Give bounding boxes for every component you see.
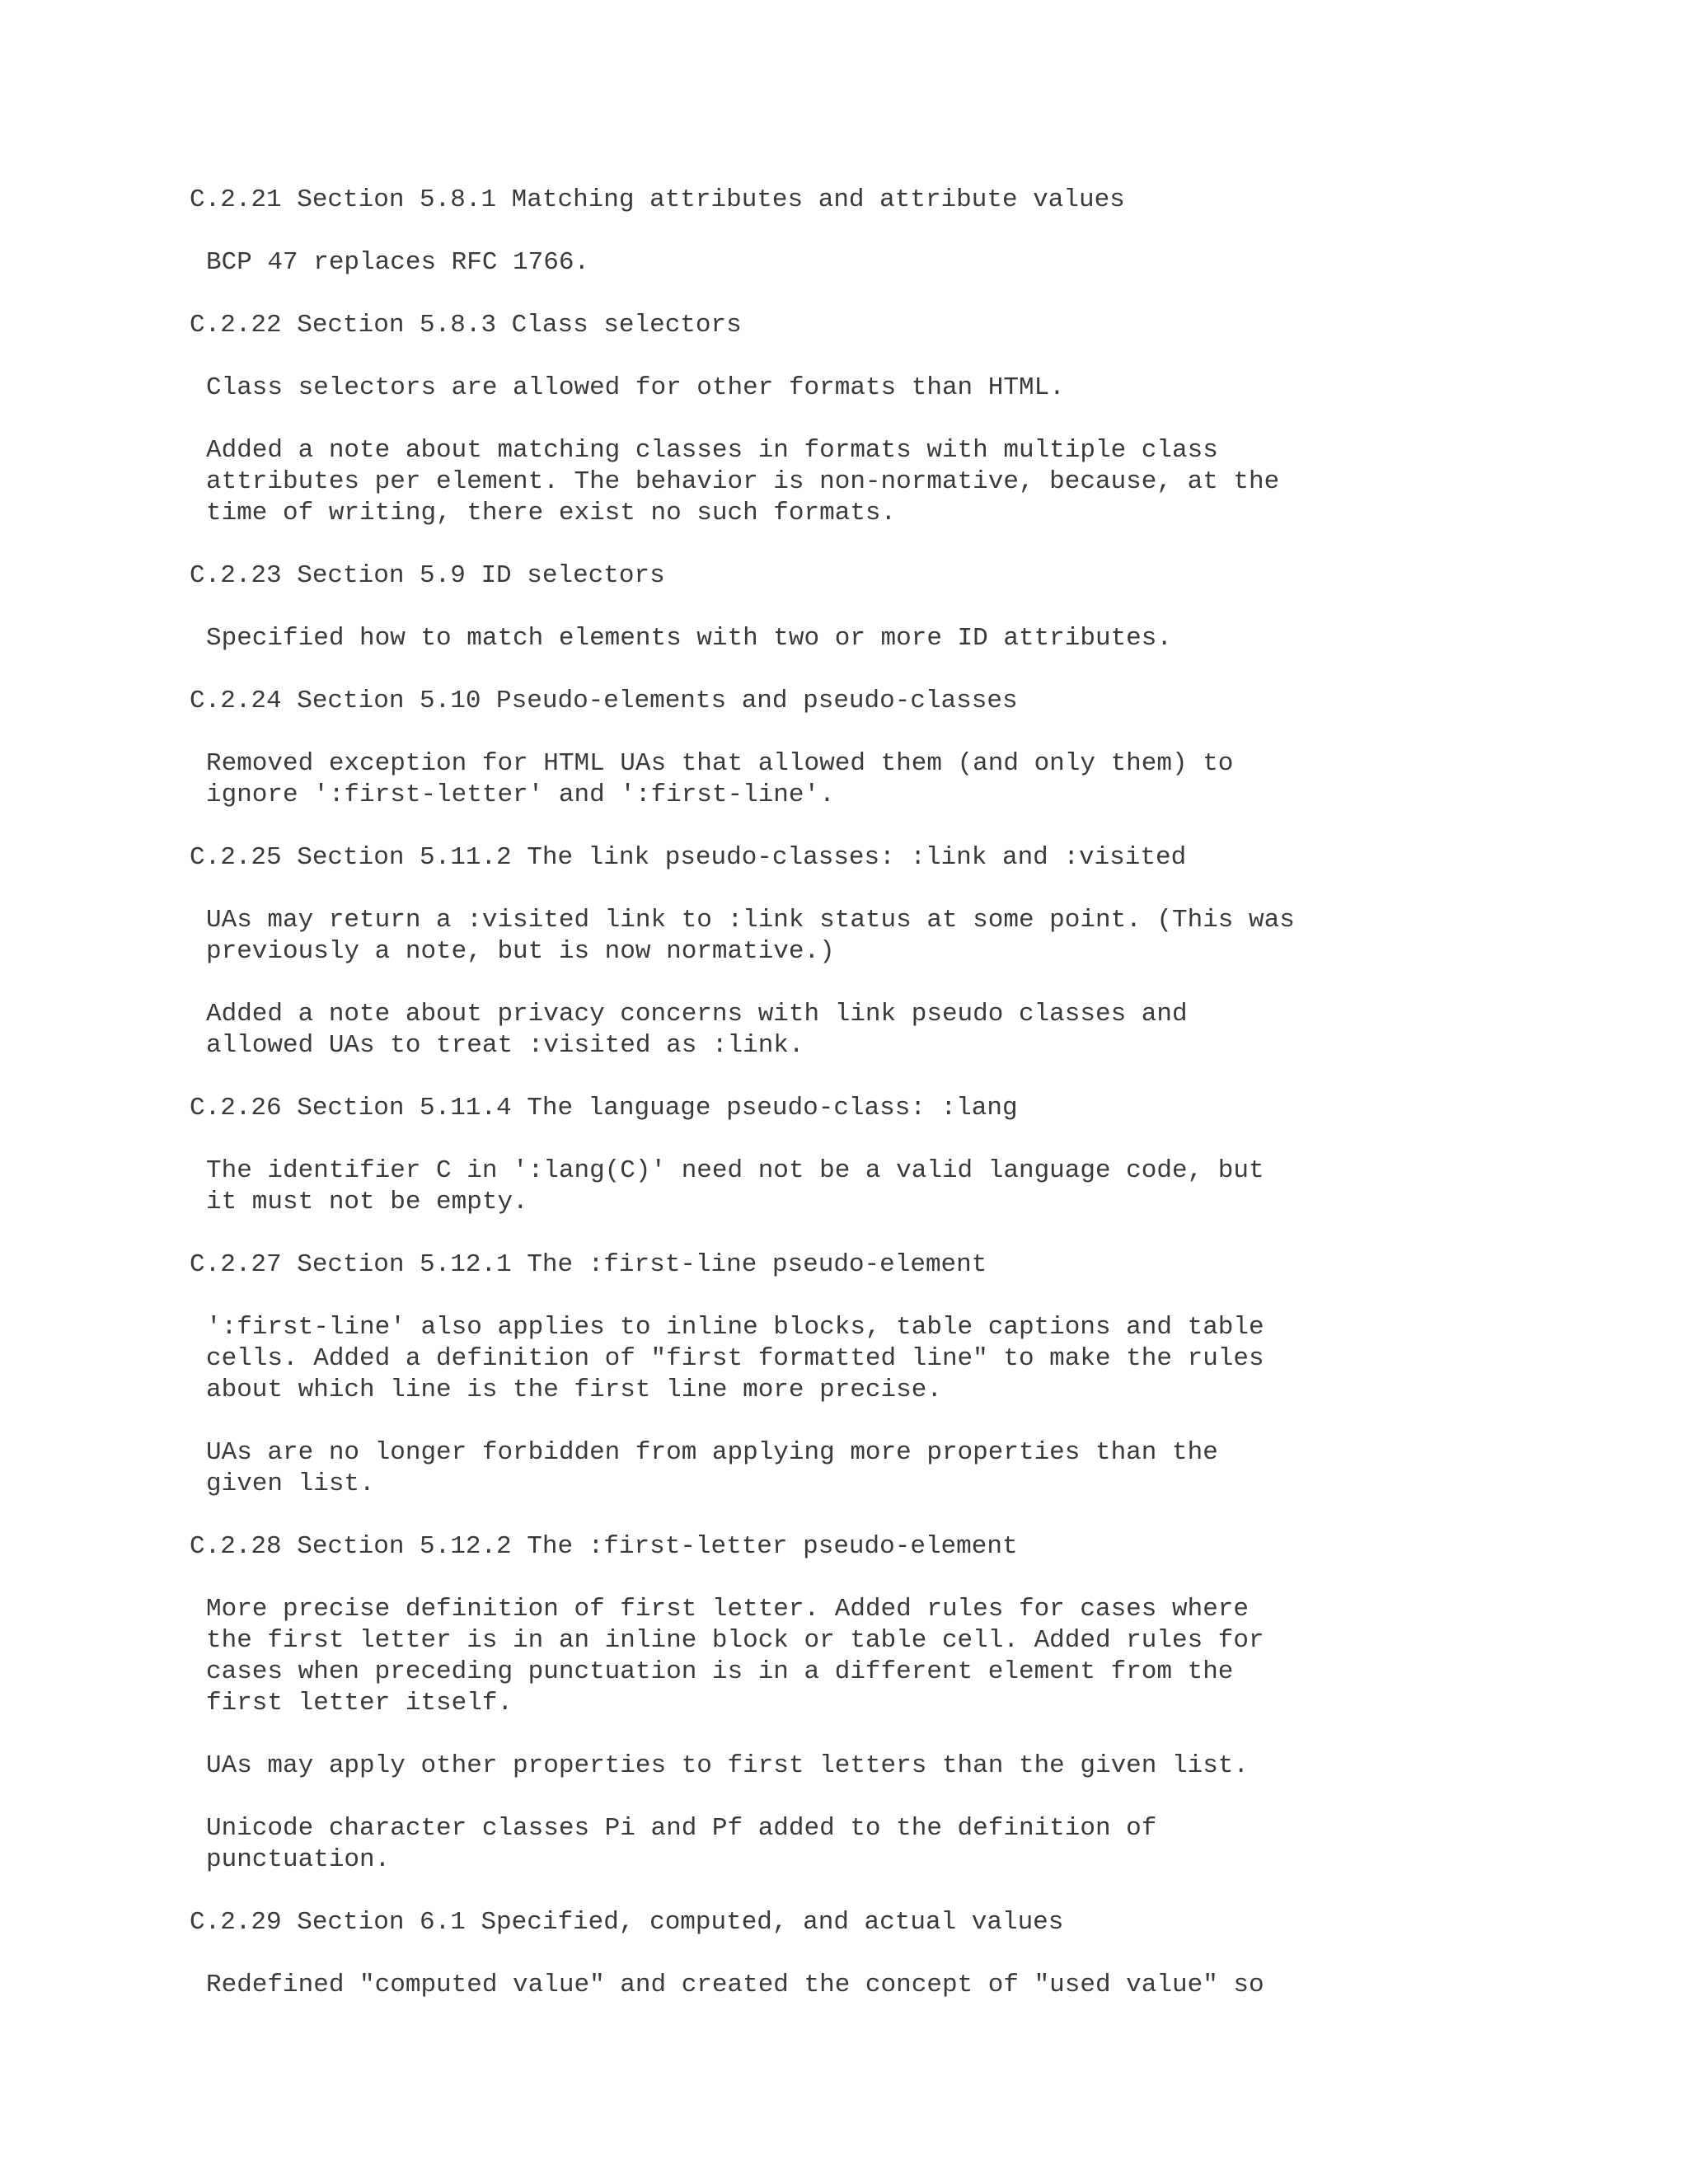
- section-paragraph: Redefined "computed value" and created the concept of "used value" so: [206, 1971, 1264, 1999]
- section-paragraph: Unicode character classes Pi and Pf added to the definition of punctuation.: [206, 1814, 1157, 1874]
- section-c-2-21: [190, 185, 1591, 279]
- section-paragraph: UAs may return a :visited link to :link status at some point. (This was previously a note, but is now normative.): [206, 906, 1295, 966]
- section-heading: C.2.22 Section 5.8.3 Class selectors: [190, 311, 742, 340]
- section-c-2-29: [190, 1907, 1591, 2001]
- section-heading: C.2.29 Section 6.1 Specified, computed, and actual values: [190, 1908, 1064, 1937]
- section-heading: C.2.27 Section 5.12.1 The :first-line pseudo-element: [190, 1250, 987, 1279]
- section-paragraph: ':first-line' also applies to inline blocks, table captions and table cells. Added a definition of "first formatted line" to make the rules about which line is the first line more precise.: [206, 1313, 1264, 1404]
- section-paragraph: Class selectors are allowed for other formats than HTML.: [206, 373, 1065, 402]
- section-c-2-25: [190, 842, 1591, 1062]
- section-c-2-26: [190, 1093, 1591, 1218]
- section-c-2-27: [190, 1249, 1591, 1500]
- section-heading: C.2.23 Section 5.9 ID selectors: [190, 561, 665, 590]
- section-heading: C.2.28 Section 5.12.2 The :first-letter pseudo-element: [190, 1532, 1018, 1561]
- section-paragraph: BCP 47 replaces RFC 1766.: [206, 248, 590, 277]
- section-paragraph: Added a note about matching classes in formats with multiple class attributes per element. The behavior is non-normative, because, at the time of writing, there exist no such formats.: [206, 436, 1280, 527]
- section-paragraph: Specified how to match elements with two or more ID attributes.: [206, 624, 1172, 653]
- section-paragraph: More precise definition of first letter. Added rules for cases where the first letter is in an inline block or table cell. Added rules for cases when preceding punctuation is in a different element from the first letter itself.: [206, 1595, 1264, 1718]
- section-heading: C.2.24 Section 5.10 Pseudo-elements and pseudo-classes: [190, 687, 1018, 715]
- section-c-2-22: [190, 310, 1591, 529]
- section-paragraph: The identifier C in ':lang(C)' need not be a valid language code, but it must not be empty.: [206, 1156, 1264, 1216]
- section-heading: C.2.21 Section 5.8.1 Matching attributes and attribute values: [190, 185, 1125, 214]
- section-paragraph: Added a note about privacy concerns with link pseudo classes and allowed UAs to treat :visited as :link.: [206, 1000, 1188, 1060]
- document-page: [190, 185, 1591, 2032]
- section-c-2-23: [190, 560, 1591, 654]
- section-paragraph: UAs may apply other properties to first letters than the given list.: [206, 1751, 1250, 1780]
- section-heading: C.2.25 Section 5.11.2 The link pseudo-classes: :link and :visited: [190, 843, 1187, 872]
- section-heading: C.2.26 Section 5.11.4 The language pseudo-class: :lang: [190, 1094, 1018, 1122]
- section-paragraph: UAs are no longer forbidden from applying more properties than the given list.: [206, 1438, 1218, 1498]
- section-c-2-24: [190, 686, 1591, 811]
- section-paragraph: Removed exception for HTML UAs that allowed them (and only them) to ignore ':first-letter' and ':first-line'.: [206, 749, 1234, 809]
- section-c-2-28: [190, 1531, 1591, 1876]
